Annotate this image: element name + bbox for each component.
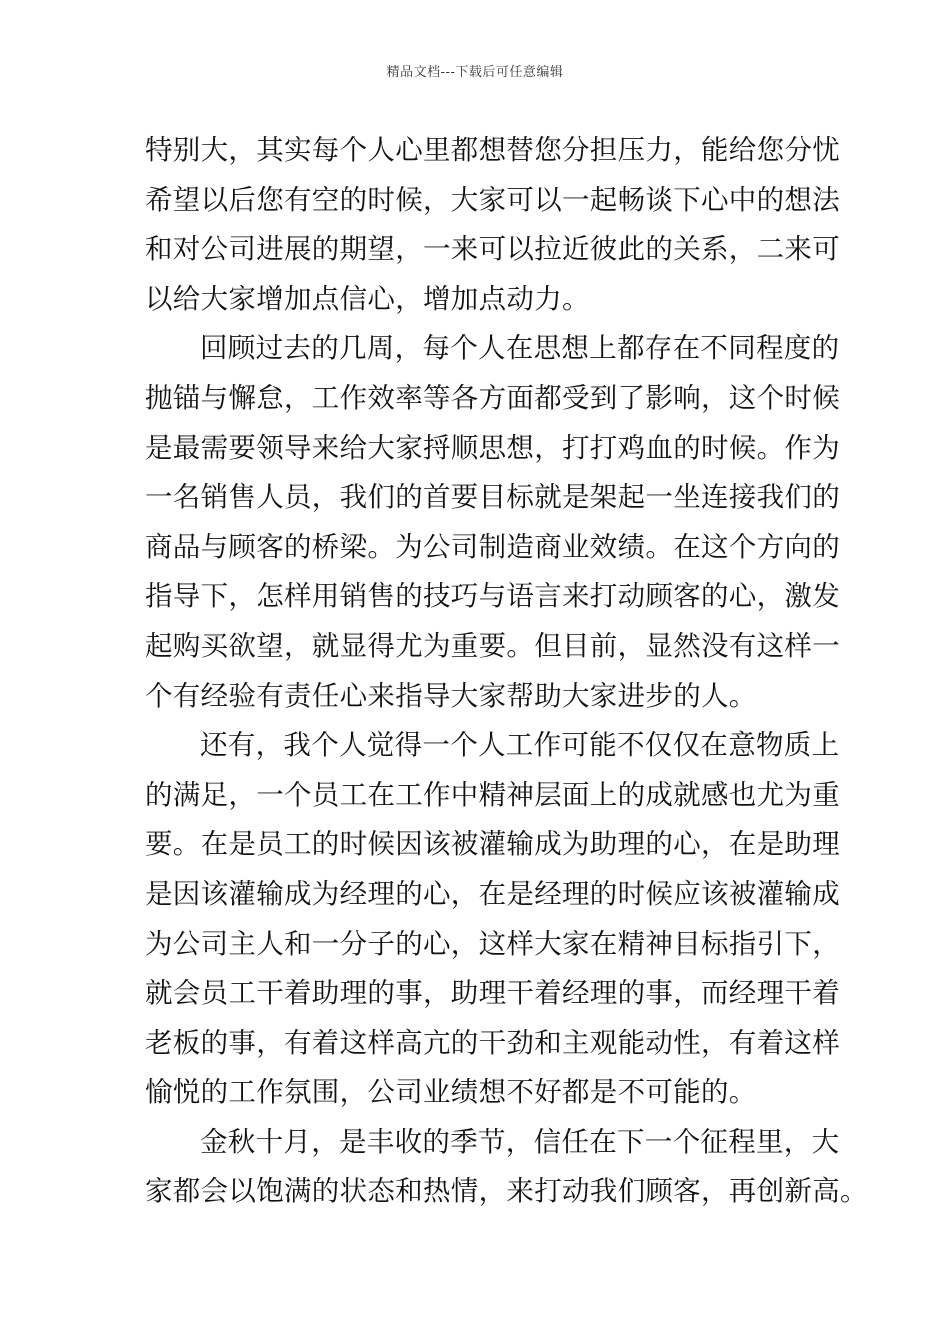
text-line: 和对公司进展的期望，一来可以拉近彼此的关系，二来可 bbox=[145, 233, 840, 266]
text-line: 指导下，怎样用销售的技巧与语言来打动顾客的心，激发 bbox=[145, 580, 840, 613]
text-line: 一名销售人员，我们的首要目标就是架起一坐连接我们的 bbox=[145, 481, 840, 514]
text-line: 家都会以饱满的状态和热情，来打动我们顾客，再创新高。 bbox=[145, 1175, 868, 1208]
text-line: 起购买欲望，就显得尤为重要。但目前，显然没有这样一 bbox=[145, 629, 840, 662]
text-line: 是因该灌输成为经理的心，在是经理的时候应该被灌输成 bbox=[145, 877, 840, 910]
text-line: 的满足，一个员工在工作中精神层面上的成就感也尤为重 bbox=[145, 778, 840, 811]
text-line: 个有经验有责任心来指导大家帮助大家进步的人。 bbox=[145, 679, 757, 712]
text-line: 愉悦的工作氛围，公司业绩想不好都是不可能的。 bbox=[145, 1076, 757, 1109]
text-line: 要。在是员工的时候因该被灌输成为助理的心，在是助理 bbox=[145, 828, 840, 861]
paragraph-first-line: 金秋十月，是丰收的季节，信任在下一个征程里，大 bbox=[200, 1125, 840, 1158]
page-header: 精品文档---下载后可任意编辑 bbox=[386, 65, 564, 80]
text-line: 是最需要领导来给大家捋顺思想，打打鸡血的时候。作为 bbox=[145, 431, 840, 464]
text-line: 老板的事，有着这样高亢的干劲和主观能动性，有着这样 bbox=[145, 1026, 840, 1059]
document-body bbox=[145, 126, 868, 1217]
paragraph-first-line: 回顾过去的几周，每个人在思想上都存在不同程度的 bbox=[200, 332, 840, 365]
text-line: 希望以后您有空的时候，大家可以一起畅谈下心中的想法 bbox=[145, 183, 840, 216]
paragraph-first-line: 还有，我个人觉得一个人工作可能不仅仅在意物质上 bbox=[200, 729, 840, 762]
text-line: 以给大家增加点信心，增加点动力。 bbox=[145, 282, 590, 315]
text-line: 商品与顾客的桥梁。为公司制造商业效绩。在这个方向的 bbox=[145, 530, 840, 563]
text-line: 就会员工干着助理的事，助理干着经理的事，而经理干着 bbox=[145, 977, 840, 1010]
text-line: 特别大，其实每个人心里都想替您分担压力，能给您分忧 bbox=[145, 134, 840, 166]
text-line: 抛锚与懈怠，工作效率等各方面都受到了影响，这个时候 bbox=[145, 381, 840, 414]
text-line: 为公司主人和一分子的心，这样大家在精神目标指引下， bbox=[145, 927, 840, 960]
